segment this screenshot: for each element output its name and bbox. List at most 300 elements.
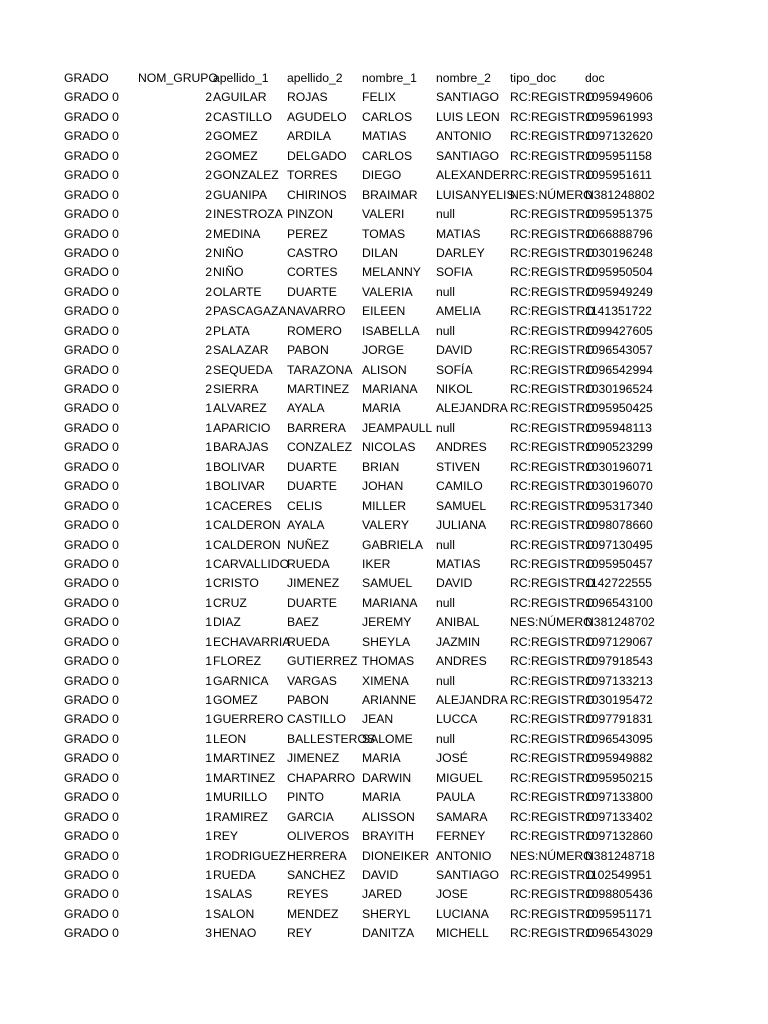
header-cell[interactable]: tipo_doc [510,71,557,85]
nom-grupo-cell[interactable]: 1 [205,459,212,474]
apellido-2-cell[interactable]: BARRERA [287,420,346,435]
nom-grupo-cell[interactable]: 2 [205,362,212,377]
tipo-doc-cell[interactable]: RC:REGISTRO [510,459,595,474]
grado-cell[interactable]: GRADO 0 [64,382,119,396]
tipo-doc-cell[interactable]: RC:REGISTRO [510,693,595,707]
nom-grupo-cell[interactable]: 1 [205,556,212,571]
grado-cell[interactable]: GRADO 0 [64,343,119,358]
apellido-1-cell[interactable]: GOMEZ [213,148,258,163]
nom-grupo-cell[interactable]: 2 [205,226,212,241]
doc-cell[interactable]: 1096543057 [585,343,653,358]
tipo-doc-cell[interactable]: RC:REGISTRO [510,790,595,805]
grado-cell[interactable]: GRADO 0 [64,634,119,649]
nom-grupo-cell[interactable]: 2 [205,148,212,163]
nombre-1-cell[interactable]: JEAN [362,712,394,727]
header-cell[interactable]: apellido_1 [213,71,269,85]
nombre-2-cell[interactable]: SANTIAGO [436,90,499,105]
nombre-2-cell[interactable]: ANTONIO [436,848,492,863]
nombre-1-cell[interactable]: DAVID [362,867,399,882]
nom-grupo-cell[interactable]: 1 [205,867,212,882]
tipo-doc-cell[interactable]: RC:REGISTRO [510,440,595,455]
apellido-2-cell[interactable]: NUÑEZ [287,537,329,552]
apellido-1-cell[interactable]: APARICIO [213,420,271,435]
nombre-1-cell[interactable]: JARED [362,887,402,902]
tipo-doc-cell[interactable]: RC:REGISTRO [510,420,595,435]
nombre-1-cell[interactable]: DILAN [362,245,398,260]
apellido-1-cell[interactable]: CRUZ [213,595,247,610]
nombre-2-cell[interactable]: null [436,323,455,338]
grado-cell[interactable]: GRADO 0 [64,731,119,746]
apellido-1-cell[interactable]: CACERES [213,498,272,513]
grado-cell[interactable]: GRADO 0 [64,829,119,844]
tipo-doc-cell[interactable]: RC:REGISTRO [510,634,595,649]
tipo-doc-cell[interactable]: RC:REGISTRO [510,109,595,124]
apellido-2-cell[interactable]: SANCHEZ [287,867,346,882]
grado-cell[interactable]: GRADO 0 [64,751,119,766]
doc-cell[interactable]: 1098805436 [585,887,653,902]
doc-cell[interactable]: 1095950457 [585,556,653,571]
nombre-1-cell[interactable]: BRAIMAR [362,187,418,202]
apellido-2-cell[interactable]: PABON [287,343,329,358]
tipo-doc-cell[interactable]: RC:REGISTRO [510,168,595,183]
nombre-2-cell[interactable]: JOSE [436,887,468,902]
nombre-1-cell[interactable]: JOHAN [362,479,404,494]
nombre-2-cell[interactable]: SAMARA [436,809,488,824]
nom-grupo-cell[interactable]: 1 [205,634,212,649]
apellido-2-cell[interactable]: GUTIERREZ [287,654,358,669]
tipo-doc-cell[interactable]: RC:REGISTRO [510,829,595,844]
grado-cell[interactable]: GRADO 0 [64,304,119,319]
doc-cell[interactable]: 1096543029 [585,926,653,941]
doc-cell[interactable]: 1142722555 [585,576,652,591]
apellido-1-cell[interactable]: BOLIVAR [213,459,265,474]
apellido-2-cell[interactable]: RUEDA [287,556,330,571]
nombre-1-cell[interactable]: GABRIELA [362,537,423,552]
tipo-doc-cell[interactable]: RC:REGISTRO [510,906,595,921]
apellido-1-cell[interactable]: GOMEZ [213,129,258,144]
apellido-1-cell[interactable]: CRISTO [213,576,259,591]
apellido-2-cell[interactable]: ARDILA [287,129,332,144]
nom-grupo-cell[interactable]: 1 [205,518,212,533]
nombre-2-cell[interactable]: CAMILO [436,479,483,494]
apellido-2-cell[interactable]: HERRERA [287,848,347,863]
apellido-2-cell[interactable]: JIMENEZ [287,576,340,591]
tipo-doc-cell[interactable]: RC:REGISTRO [510,362,595,377]
nombre-2-cell[interactable]: SANTIAGO [436,148,499,163]
apellido-1-cell[interactable]: GUANIPA [213,187,267,202]
apellido-2-cell[interactable]: DUARTE [287,479,337,494]
header-cell[interactable]: nombre_1 [362,71,417,85]
apellido-2-cell[interactable]: AGUDELO [287,109,347,124]
tipo-doc-cell[interactable]: RC:REGISTRO [510,148,595,163]
grado-cell[interactable]: GRADO 0 [64,595,119,610]
apellido-1-cell[interactable]: MARTINEZ [213,751,276,766]
apellido-1-cell[interactable]: SALAZAR [213,343,269,358]
doc-cell[interactable]: 1141351722 [585,304,652,319]
nombre-1-cell[interactable]: ALISSON [362,809,415,824]
nombre-2-cell[interactable]: MICHELL [436,926,489,941]
grado-cell[interactable]: GRADO 0 [64,712,119,727]
apellido-1-cell[interactable]: DIAZ [213,615,241,630]
apellido-1-cell[interactable]: SIERRA [213,382,259,396]
header-cell[interactable]: NOM_GRUPO [138,71,218,85]
apellido-1-cell[interactable]: CASTILLO [213,109,272,124]
doc-cell[interactable]: N381248702 [585,615,655,630]
apellido-2-cell[interactable]: MENDEZ [287,906,339,921]
nom-grupo-cell[interactable]: 2 [205,245,212,260]
tipo-doc-cell[interactable]: RC:REGISTRO [510,479,595,494]
apellido-2-cell[interactable]: NAVARRO [287,304,346,319]
tipo-doc-cell[interactable]: RC:REGISTRO [510,576,595,591]
apellido-1-cell[interactable]: MEDINA [213,226,261,241]
tipo-doc-cell[interactable]: RC:REGISTRO [510,284,595,299]
grado-cell[interactable]: GRADO 0 [64,207,119,222]
apellido-1-cell[interactable]: CARVALLIDO [213,556,290,571]
apellido-2-cell[interactable]: CHIRINOS [287,187,347,202]
apellido-2-cell[interactable]: DELGADO [287,148,347,163]
apellido-1-cell[interactable]: BOLIVAR [213,479,265,494]
apellido-2-cell[interactable]: PINTO [287,790,325,805]
grado-cell[interactable]: GRADO 0 [64,576,119,591]
apellido-2-cell[interactable]: CONZALEZ [287,440,353,455]
apellido-1-cell[interactable]: GONZALEZ [213,168,279,183]
nombre-1-cell[interactable]: DARWIN [362,770,412,785]
nom-grupo-cell[interactable]: 1 [205,693,212,707]
nombre-1-cell[interactable]: IKER [362,556,391,571]
header-cell[interactable]: doc [585,71,605,85]
doc-cell[interactable]: N381248718 [585,848,655,863]
nombre-1-cell[interactable]: SALOME [362,731,413,746]
apellido-2-cell[interactable]: TARAZONA [287,362,353,377]
tipo-doc-cell[interactable]: RC:REGISTRO [510,90,595,105]
apellido-2-cell[interactable]: BAEZ [287,615,319,630]
nom-grupo-cell[interactable]: 1 [205,440,212,455]
nombre-2-cell[interactable]: AMELIA [436,304,481,319]
tipo-doc-cell[interactable]: RC:REGISTRO [510,401,595,416]
apellido-1-cell[interactable]: RODRIGUEZ [213,848,287,863]
apellido-1-cell[interactable]: RAMIREZ [213,809,268,824]
doc-cell[interactable]: 1030196524 [585,382,653,396]
nombre-2-cell[interactable]: ALEJANDRA [436,693,508,707]
nombre-2-cell[interactable]: MATIAS [436,556,481,571]
tipo-doc-cell[interactable]: RC:REGISTRO [510,245,595,260]
nom-grupo-cell[interactable]: 1 [205,673,212,688]
nombre-1-cell[interactable]: ISABELLA [362,323,420,338]
tipo-doc-cell[interactable]: RC:REGISTRO [510,731,595,746]
nombre-2-cell[interactable]: LUCIANA [436,906,489,921]
header-cell[interactable]: nombre_2 [436,71,491,85]
tipo-doc-cell[interactable]: RC:REGISTRO [510,673,595,688]
header-cell[interactable]: GRADO [64,71,109,85]
grado-cell[interactable]: GRADO 0 [64,323,119,338]
nombre-1-cell[interactable]: DANITZA [362,926,415,941]
apellido-1-cell[interactable]: REY [213,829,239,844]
nombre-2-cell[interactable]: LUISANYELIS [436,187,515,202]
grado-cell[interactable]: GRADO 0 [64,654,119,669]
doc-cell[interactable]: 1097129067 [585,634,653,649]
nombre-1-cell[interactable]: MARIANA [362,382,418,396]
grado-cell[interactable]: GRADO 0 [64,226,119,241]
apellido-1-cell[interactable]: SALAS [213,887,253,902]
doc-cell[interactable]: 1095949882 [585,751,653,766]
nombre-1-cell[interactable]: BRAYITH [362,829,414,844]
doc-cell[interactable]: 1097133213 [585,673,653,688]
grado-cell[interactable]: GRADO 0 [64,770,119,785]
apellido-2-cell[interactable]: REY [287,926,313,941]
doc-cell[interactable]: 1030196248 [585,245,653,260]
apellido-2-cell[interactable]: DUARTE [287,595,337,610]
nom-grupo-cell[interactable]: 1 [205,887,212,902]
tipo-doc-cell[interactable]: RC:REGISTRO [510,770,595,785]
apellido-1-cell[interactable]: CALDERON [213,537,281,552]
grado-cell[interactable]: GRADO 0 [64,284,119,299]
doc-cell[interactable]: 1095961993 [585,109,653,124]
apellido-2-cell[interactable]: OLIVEROS [287,829,350,844]
nom-grupo-cell[interactable]: 1 [205,595,212,610]
nombre-2-cell[interactable]: JULIANA [436,518,487,533]
apellido-2-cell[interactable]: CELIS [287,498,323,513]
apellido-1-cell[interactable]: OLARTE [213,284,262,299]
nombre-1-cell[interactable]: ARIANNE [362,693,417,707]
apellido-2-cell[interactable]: MARTINEZ [287,382,350,396]
grado-cell[interactable]: GRADO 0 [64,401,119,416]
doc-cell[interactable]: 1030196071 [585,459,653,474]
apellido-2-cell[interactable]: AYALA [287,401,325,416]
apellido-1-cell[interactable]: GUERRERO [213,712,284,727]
nombre-1-cell[interactable]: MATIAS [362,129,407,144]
nombre-2-cell[interactable]: null [436,731,455,746]
nombre-2-cell[interactable]: FERNEY [436,829,486,844]
tipo-doc-cell[interactable]: RC:REGISTRO [510,809,595,824]
nom-grupo-cell[interactable]: 1 [205,420,212,435]
tipo-doc-cell[interactable]: RC:REGISTRO [510,595,595,610]
tipo-doc-cell[interactable]: RC:REGISTRO [510,265,595,280]
nombre-2-cell[interactable]: ALEXANDER [436,168,510,183]
nom-grupo-cell[interactable]: 1 [205,731,212,746]
doc-cell[interactable]: 1030195472 [585,693,653,707]
grado-cell[interactable]: GRADO 0 [64,420,119,435]
doc-cell[interactable]: 1095951171 [585,906,652,921]
nombre-1-cell[interactable]: SAMUEL [362,576,413,591]
grado-cell[interactable]: GRADO 0 [64,440,119,455]
doc-cell[interactable]: 1090523299 [585,440,653,455]
doc-cell[interactable]: 1095317340 [585,498,653,513]
nom-grupo-cell[interactable]: 2 [205,187,212,202]
doc-cell[interactable]: 1097791831 [585,712,653,727]
nombre-1-cell[interactable]: BRIAN [362,459,400,474]
nombre-2-cell[interactable]: null [436,537,455,552]
grado-cell[interactable]: GRADO 0 [64,556,119,571]
nombre-1-cell[interactable]: SHEYLA [362,634,411,649]
nombre-2-cell[interactable]: PAULA [436,790,476,805]
nombre-2-cell[interactable]: JAZMIN [436,634,481,649]
doc-cell[interactable]: 1095951158 [585,148,652,163]
grado-cell[interactable]: GRADO 0 [64,90,119,105]
tipo-doc-cell[interactable]: NES:NÚMERO [510,848,593,863]
nombre-2-cell[interactable]: null [436,284,455,299]
nombre-2-cell[interactable]: NIKOL [436,382,473,396]
grado-cell[interactable]: GRADO 0 [64,265,119,280]
nombre-2-cell[interactable]: SANTIAGO [436,867,499,882]
tipo-doc-cell[interactable]: RC:REGISTRO [510,887,595,902]
nom-grupo-cell[interactable]: 1 [205,829,212,844]
doc-cell[interactable]: 1097918543 [585,654,653,669]
tipo-doc-cell[interactable]: RC:REGISTRO [510,751,595,766]
nombre-2-cell[interactable]: MIGUEL [436,770,483,785]
nombre-1-cell[interactable]: MARIA [362,401,401,416]
grado-cell[interactable]: GRADO 0 [64,790,119,805]
apellido-1-cell[interactable]: AGUILAR [213,90,267,105]
nom-grupo-cell[interactable]: 1 [205,906,212,921]
header-cell[interactable]: apellido_2 [287,71,343,85]
doc-cell[interactable]: 1097133402 [585,809,653,824]
apellido-1-cell[interactable]: ECHAVARRIA [213,634,291,649]
doc-cell[interactable]: 1096543095 [585,731,653,746]
grado-cell[interactable]: GRADO 0 [64,809,119,824]
grado-cell[interactable]: GRADO 0 [64,926,119,941]
grado-cell[interactable]: GRADO 0 [64,887,119,902]
tipo-doc-cell[interactable]: RC:REGISTRO [510,323,595,338]
nom-grupo-cell[interactable]: 2 [205,382,212,396]
nombre-1-cell[interactable]: VALERIA [362,284,413,299]
nombre-1-cell[interactable]: VALERI [362,207,405,222]
apellido-1-cell[interactable]: RUEDA [213,867,256,882]
nombre-2-cell[interactable]: JOSÉ [436,751,468,766]
apellido-2-cell[interactable]: TORRES [287,168,338,183]
nom-grupo-cell[interactable]: 1 [205,537,212,552]
nombre-1-cell[interactable]: NICOLAS [362,440,416,455]
nombre-1-cell[interactable]: DIONEIKER [362,848,430,863]
nombre-1-cell[interactable]: CARLOS [362,148,413,163]
apellido-1-cell[interactable]: GARNICA [213,673,269,688]
apellido-2-cell[interactable]: BALLESTEROS [287,731,376,746]
apellido-2-cell[interactable]: CASTILLO [287,712,346,727]
nom-grupo-cell[interactable]: 1 [205,751,212,766]
nombre-1-cell[interactable]: ALISON [362,362,407,377]
doc-cell[interactable]: 1097132620 [585,129,653,144]
apellido-2-cell[interactable]: ROMERO [287,323,342,338]
nom-grupo-cell[interactable]: 1 [205,790,212,805]
nom-grupo-cell[interactable]: 2 [205,90,212,105]
nom-grupo-cell[interactable]: 2 [205,323,212,338]
grado-cell[interactable]: GRADO 0 [64,615,119,630]
grado-cell[interactable]: GRADO 0 [64,693,119,707]
nombre-2-cell[interactable]: MATIAS [436,226,481,241]
nombre-2-cell[interactable]: DAVID [436,343,473,358]
doc-cell[interactable]: N381248802 [585,187,655,202]
nom-grupo-cell[interactable]: 2 [205,109,212,124]
grado-cell[interactable]: GRADO 0 [64,867,119,882]
apellido-2-cell[interactable]: VARGAS [287,673,337,688]
nombre-2-cell[interactable]: ANTONIO [436,129,492,144]
nombre-2-cell[interactable]: SOFÍA [436,362,473,377]
apellido-1-cell[interactable]: LEON [213,731,247,746]
tipo-doc-cell[interactable]: RC:REGISTRO [510,654,595,669]
apellido-2-cell[interactable]: RUEDA [287,634,330,649]
nom-grupo-cell[interactable]: 2 [205,284,212,299]
nombre-1-cell[interactable]: MARIANA [362,595,418,610]
apellido-1-cell[interactable]: NIÑO [213,265,244,280]
apellido-1-cell[interactable]: BARAJAS [213,440,269,455]
apellido-2-cell[interactable]: CORTES [287,265,338,280]
nom-grupo-cell[interactable]: 2 [205,207,212,222]
apellido-2-cell[interactable]: PEREZ [287,226,328,241]
apellido-1-cell[interactable]: SALON [213,906,255,921]
grado-cell[interactable]: GRADO 0 [64,673,119,688]
doc-cell[interactable]: 1096542994 [585,362,653,377]
doc-cell[interactable]: 1095951611 [585,168,652,183]
nom-grupo-cell[interactable]: 2 [205,129,212,144]
nombre-1-cell[interactable]: XIMENA [362,673,409,688]
grado-cell[interactable]: GRADO 0 [64,148,119,163]
tipo-doc-cell[interactable]: RC:REGISTRO [510,343,595,358]
nombre-1-cell[interactable]: CARLOS [362,109,413,124]
nom-grupo-cell[interactable]: 3 [205,926,212,941]
apellido-2-cell[interactable]: CHAPARRO [287,770,356,785]
doc-cell[interactable]: 1030196070 [585,479,653,494]
doc-cell[interactable]: 1095950215 [585,770,653,785]
nombre-1-cell[interactable]: MARIA [362,751,401,766]
grado-cell[interactable]: GRADO 0 [64,537,119,552]
grado-cell[interactable]: GRADO 0 [64,479,119,494]
nombre-2-cell[interactable]: ANIBAL [436,615,480,630]
tipo-doc-cell[interactable]: RC:REGISTRO [510,518,595,533]
nom-grupo-cell[interactable]: 1 [205,654,212,669]
nombre-2-cell[interactable]: null [436,673,455,688]
apellido-2-cell[interactable]: DUARTE [287,459,337,474]
grado-cell[interactable]: GRADO 0 [64,187,119,202]
nombre-1-cell[interactable]: EILEEN [362,304,406,319]
apellido-1-cell[interactable]: SEQUEDA [213,362,273,377]
nombre-1-cell[interactable]: JORGE [362,343,404,358]
doc-cell[interactable]: 1095949249 [585,284,653,299]
nombre-1-cell[interactable]: MARIA [362,790,401,805]
apellido-2-cell[interactable]: PABON [287,693,329,707]
nombre-2-cell[interactable]: null [436,595,455,610]
tipo-doc-cell[interactable]: RC:REGISTRO [510,712,595,727]
apellido-2-cell[interactable]: AYALA [287,518,325,533]
tipo-doc-cell[interactable]: RC:REGISTRO [510,498,595,513]
grado-cell[interactable]: GRADO 0 [64,518,119,533]
nom-grupo-cell[interactable]: 1 [205,809,212,824]
grado-cell[interactable]: GRADO 0 [64,848,119,863]
apellido-2-cell[interactable]: CASTRO [287,245,338,260]
doc-cell[interactable]: 1095951375 [585,207,653,222]
apellido-1-cell[interactable]: PASCAGAZA [213,304,287,319]
nom-grupo-cell[interactable]: 1 [205,848,212,863]
apellido-1-cell[interactable]: NIÑO [213,245,244,260]
grado-cell[interactable]: GRADO 0 [64,906,119,921]
apellido-2-cell[interactable]: REYES [287,887,329,902]
tipo-doc-cell[interactable]: RC:REGISTRO [510,304,595,319]
apellido-2-cell[interactable]: GARCIA [287,809,334,824]
nombre-2-cell[interactable]: null [436,207,455,222]
grado-cell[interactable]: GRADO 0 [64,498,119,513]
tipo-doc-cell[interactable]: RC:REGISTRO [510,556,595,571]
nombre-2-cell[interactable]: DARLEY [436,245,485,260]
tipo-doc-cell[interactable]: RC:REGISTRO [510,867,595,882]
doc-cell[interactable]: 1099427605 [585,323,653,338]
nombre-1-cell[interactable]: JEAMPAULL [362,420,433,435]
tipo-doc-cell[interactable]: RC:REGISTRO [510,926,595,941]
grado-cell[interactable]: GRADO 0 [64,245,119,260]
doc-cell[interactable]: 1096543100 [585,595,653,610]
doc-cell[interactable]: 1066888796 [585,226,653,241]
nom-grupo-cell[interactable]: 2 [205,343,212,358]
doc-cell[interactable]: 1095950504 [585,265,653,280]
nombre-2-cell[interactable]: LUCCA [436,712,478,727]
nom-grupo-cell[interactable]: 1 [205,576,212,591]
